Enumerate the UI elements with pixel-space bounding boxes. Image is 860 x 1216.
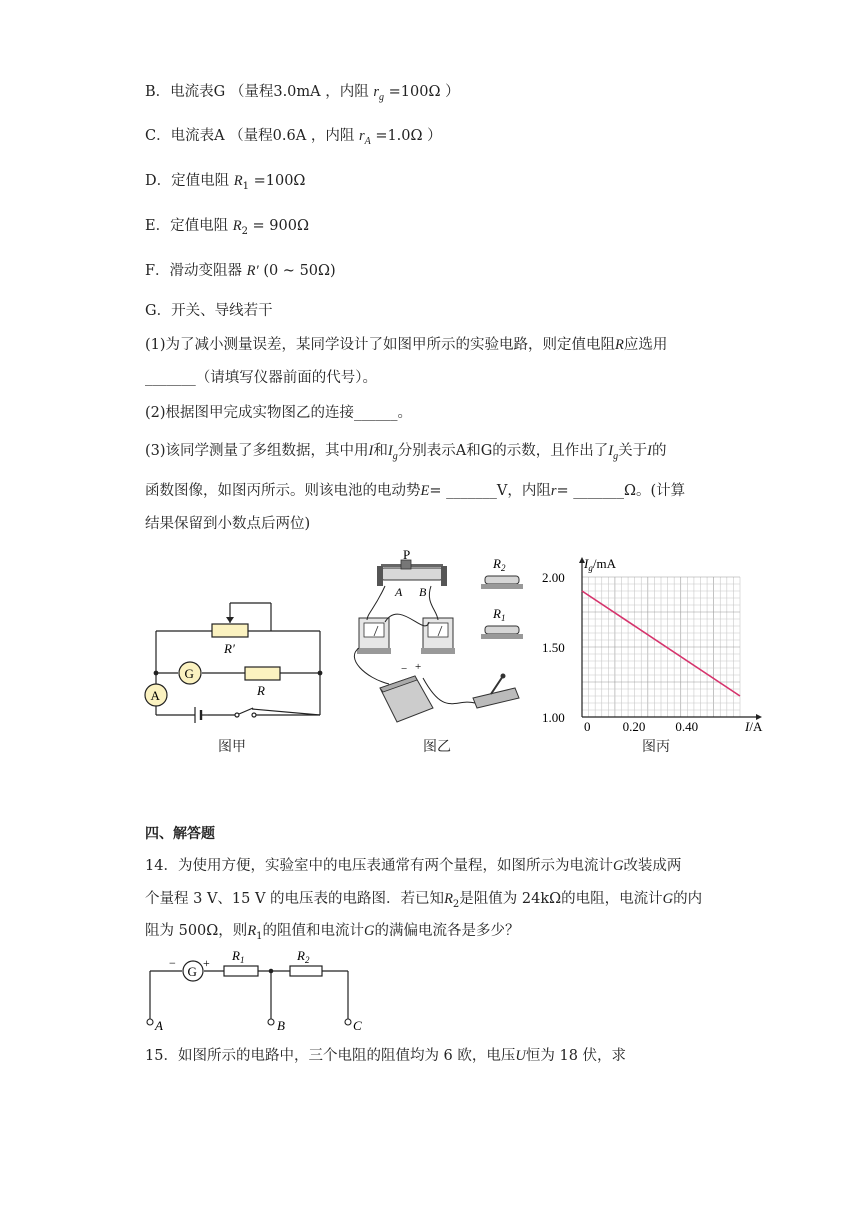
terminal-b: B bbox=[277, 1018, 285, 1033]
caption-bing: 图丙 bbox=[642, 739, 670, 755]
question-1-line-2: _______（请填写仪器前面的代号）。 bbox=[145, 370, 377, 386]
label-a-terminal: A bbox=[395, 585, 403, 599]
meter-right bbox=[421, 618, 455, 654]
terminal-c: C bbox=[353, 1018, 362, 1033]
figure-bing-chart bbox=[540, 550, 775, 735]
resistor-r bbox=[245, 667, 280, 680]
question-1-line-1: (1)为了减小测量误差，某同学设计了如图甲所示的实验电路，则定值电阻R应选用 bbox=[145, 337, 668, 353]
label-r: R bbox=[257, 683, 265, 698]
question-14-line-1: 14．为使用方便，实验室中的电压表通常有两个量程，如图所示为电流计G改装成两 bbox=[145, 858, 682, 874]
label-r-prime: R′ bbox=[224, 641, 235, 656]
option-e: E．定值电阻 $R_2 = 900\Omega$ bbox=[145, 218, 310, 237]
label-a: A bbox=[150, 688, 160, 703]
figure-jia-circuit bbox=[140, 595, 330, 725]
option-f: F．滑动变阻器 R′ (0 ~ 50Ω) bbox=[145, 263, 336, 279]
switch-apparatus bbox=[473, 674, 519, 709]
chart-grid bbox=[582, 577, 740, 717]
resistor-r2-q14 bbox=[290, 966, 322, 976]
y-tick-label: 2.00 bbox=[542, 570, 565, 585]
y-tick-label: 1.50 bbox=[542, 640, 565, 655]
option-c: C．电流表A （量程0.6A ，内阻 $r_A =1.0\Omega$ ） bbox=[145, 128, 442, 147]
label-p: P bbox=[403, 548, 411, 562]
label-g: G bbox=[184, 666, 194, 681]
question-3-line-2: 函数图像，如图丙所示。则该电池的电动势E= _______V，内阻r= _______Ω。(计算 bbox=[145, 483, 686, 499]
label-r1-q14: $R_1$ bbox=[232, 948, 245, 965]
option-d: D．定值电阻 $R_1 =100\Omega$ bbox=[145, 173, 306, 192]
question-14-circuit bbox=[140, 945, 380, 1035]
label-r2-q14: $R_2$ bbox=[297, 948, 310, 965]
battery-apparatus bbox=[380, 661, 433, 722]
chart-y-axis-label: $I_g/mA$ bbox=[584, 556, 616, 573]
chart-x-axis-label: I/A bbox=[745, 719, 763, 734]
x-tick-label: 0 bbox=[584, 719, 591, 734]
question-3-line-1: (3)该同学测量了多组数据，其中用I和$I_g$分别表示A和G的示数，且作出了$I_g$关于I的 bbox=[145, 443, 667, 462]
label-plus: + bbox=[203, 956, 210, 970]
label-r2-yi: $R_2$ bbox=[493, 556, 506, 573]
resistor-r2-apparatus bbox=[481, 576, 523, 589]
label-minus: − bbox=[169, 956, 176, 970]
question-2: (2)根据图甲完成实物图乙的连接______。 bbox=[145, 405, 413, 421]
x-tick-label: 0.40 bbox=[675, 719, 699, 734]
resistor-r1-apparatus bbox=[481, 626, 523, 639]
terminal-a: A bbox=[155, 1018, 163, 1033]
option-b: B．电流表G （量程3.0mA ，内阻 $r_g =100\Omega$ ） bbox=[145, 84, 460, 103]
resistor-r1-q14 bbox=[224, 966, 258, 976]
caption-yi: 图乙 bbox=[423, 739, 451, 755]
label-g-q14: G bbox=[187, 964, 197, 979]
section-title: 四、解答题 bbox=[145, 826, 215, 842]
svg-text:+: + bbox=[415, 661, 422, 673]
figure-yi-apparatus bbox=[345, 548, 535, 733]
question-3-line-3: 结果保留到小数点后两位) bbox=[145, 516, 311, 532]
question-15-line-1: 15．如图所示的电路中，三个电阻的阻值均为 6 欧，电压U恒为 18 伏，求 bbox=[145, 1048, 627, 1064]
rheostat-r-prime bbox=[212, 624, 248, 637]
meter-left bbox=[357, 618, 391, 654]
label-r1-yi: $R_1$ bbox=[493, 606, 506, 623]
y-tick-label: 1.00 bbox=[542, 710, 565, 725]
question-14-line-3: 阻为 500Ω，则$R_1$的阻值和电流计G的满偏电流各是多少？ bbox=[145, 923, 520, 942]
svg-text:−: − bbox=[401, 663, 408, 675]
question-14-line-2: 个量程 3 V、15 V 的电压表的电路图．若已知$R_2$是阻值为 24kΩ的电阻，电流计G的内 bbox=[145, 891, 703, 910]
x-tick-label: 0.20 bbox=[622, 719, 646, 734]
chart-axes bbox=[579, 557, 762, 720]
option-g: G．开关、导线若干 bbox=[145, 303, 273, 319]
caption-jia: 图甲 bbox=[218, 739, 246, 755]
label-b-terminal: B bbox=[419, 585, 427, 599]
rheostat-apparatus bbox=[377, 560, 447, 586]
